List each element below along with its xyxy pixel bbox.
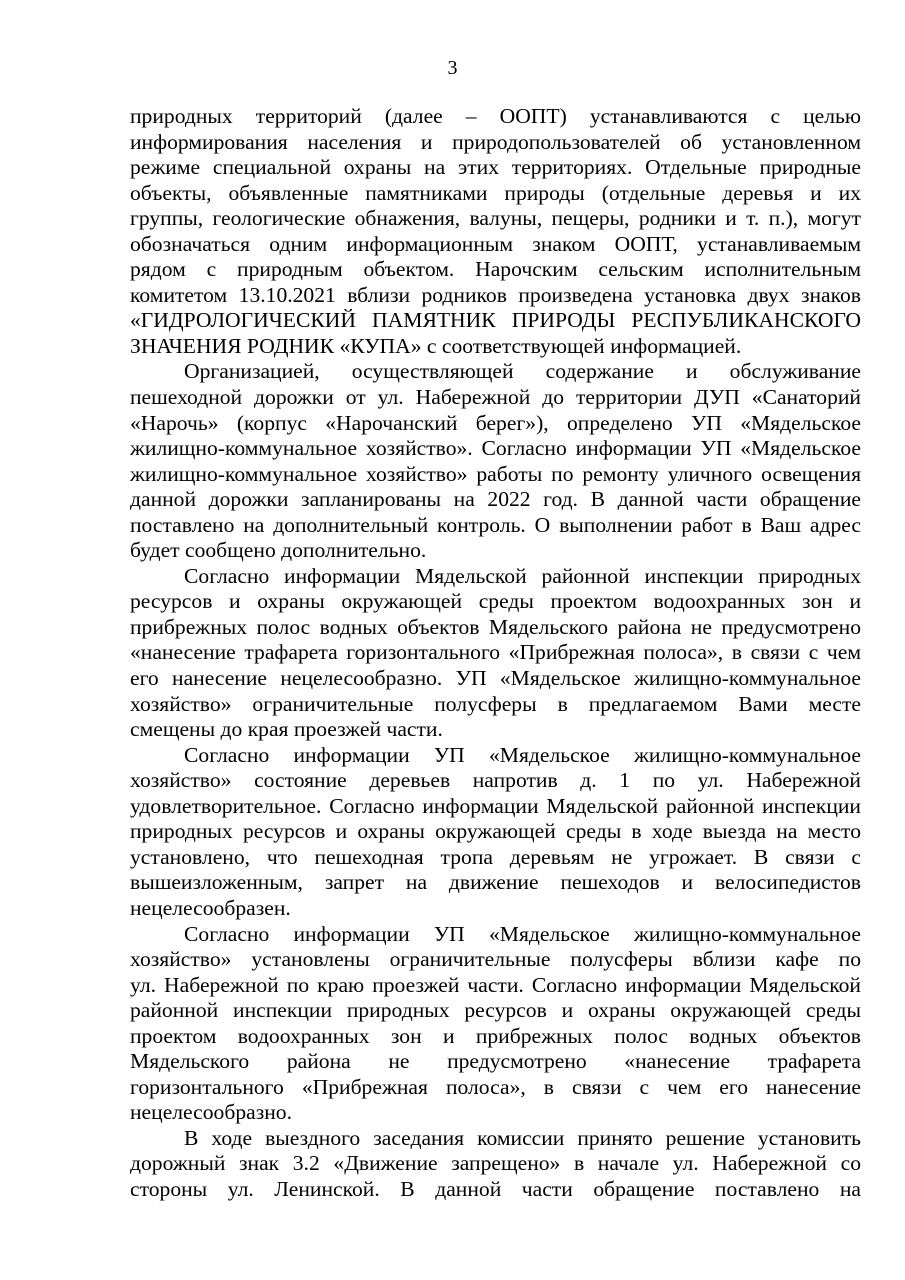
text-line: данной дорожки запланированы на 2022 год. В данной части обращение: [130, 487, 861, 512]
text-line: Согласно информации Мядельской районной инспекции природных: [184, 563, 861, 588]
text-line: информирования населения и природопользователей об установленном: [130, 129, 861, 154]
text-line: вышеизложенным, запрет на движение пешеходов и велосипедистов: [130, 870, 861, 895]
text-line: проектом водоохранных зон и прибрежных полос водных объектов: [130, 1023, 861, 1048]
text-line: природных территорий (далее – ООПТ) устанавливаются с целью: [130, 104, 861, 128]
text-line: прибрежных полос водных объектов Мядельского района не предусмотрено: [130, 614, 861, 639]
text-line: «нанесение трафарета горизонтального «Прибрежная полоса», в связи с чем: [130, 640, 861, 665]
text-line: его нанесение нецелесообразно. УП «Мядельское жилищно-коммунальное: [130, 666, 861, 691]
text-line: хозяйство» установлены ограничительные полусферы вблизи кафе по: [130, 947, 861, 972]
text-line: группы, геологические обнажения, валуны, пещеры, родники и т. п.), могут: [130, 206, 861, 231]
text-line: «ГИДРОЛОГИЧЕСКИЙ ПАМЯТНИК ПРИРОДЫ РЕСПУБЛИКАНСКОГО: [130, 308, 861, 333]
text-line: комитетом 13.10.2021 вблизи родников произведена установка двух знаков: [130, 282, 861, 307]
text-line: объекты, объявленные памятниками природы (отдельные деревья и их: [130, 180, 861, 205]
text-line: Организацией, осуществляющей содержание и обслуживание: [184, 359, 861, 384]
text-line: жилищно-коммунальное хозяйство» работы по ремонту уличного освещения: [130, 461, 861, 486]
text-line: горизонтального «Прибрежная полоса», в связи с чем его нанесение: [130, 1074, 861, 1099]
text-line: «Нарочь» (корпус «Нарочанский берег»), определено УП «Мядельское: [130, 410, 861, 435]
text-line: будет сообщено дополнительно.: [130, 538, 427, 563]
text-line: хозяйство» ограничительные полусферы в предлагаемом Вами месте: [130, 691, 861, 716]
text-line: пешеходной дорожки от ул. Набережной до территории ДУП «Санаторий: [130, 385, 861, 410]
page-number: 3: [447, 57, 458, 79]
text-line: жилищно-коммунальное хозяйство». Согласно информации УП «Мядельское: [130, 436, 861, 461]
text-line: поставлено на дополнительный контроль. О выполнении работ в Ваш адрес: [130, 512, 861, 537]
text-line: В ходе выездного заседания комиссии принято решение установить: [184, 1125, 861, 1150]
text-line: нецелесообразно.: [130, 1100, 293, 1125]
text-line: смещены до края проезжей части.: [130, 717, 443, 742]
text-line: режиме специальной охраны на этих территориях. Отдельные природные: [130, 155, 861, 180]
text-line: хозяйство» состояние деревьев напротив д. 1 по ул. Набережной: [130, 768, 861, 793]
text-line: нецелесообразен.: [130, 895, 291, 920]
text-line: ресурсов и охраны окружающей среды проектом водоохранных зон и: [130, 589, 861, 614]
text-line: рядом с природным объектом. Нарочским сельским исполнительным: [130, 257, 861, 282]
text-line: Согласно информации УП «Мядельское жилищно-коммунальное: [184, 742, 861, 767]
body-text: [130, 104, 861, 1203]
text-line: удовлетворительное. Согласно информации Мядельской районной инспекции: [130, 793, 861, 818]
text-line: районной инспекции природных ресурсов и охраны окружающей среды: [130, 998, 861, 1023]
text-line: Мядельского района не предусмотрено «нанесение трафарета: [130, 1049, 861, 1074]
text-line: ЗНАЧЕНИЯ РОДНИК «КУПА» с соответствующей информацией.: [130, 333, 742, 358]
text-line: стороны ул. Ленинской. В данной части обращение поставлено на: [130, 1176, 861, 1201]
text-line: ул. Набережной по краю проезжей части. Согласно информации Мядельской: [130, 972, 861, 997]
text-line: Согласно информации УП «Мядельское жилищно-коммунальное: [184, 921, 861, 946]
text-line: дорожный знак 3.2 «Движение запрещено» в начале ул. Набережной со: [130, 1151, 861, 1176]
text-line: установлено, что пешеходная тропа деревьям не угрожает. В связи с: [130, 844, 861, 869]
text-line: обозначаться одним информационным знаком ООПТ, устанавливаемым: [130, 231, 861, 256]
text-line: природных ресурсов и охраны окружающей среды в ходе выезда на место: [130, 819, 861, 844]
